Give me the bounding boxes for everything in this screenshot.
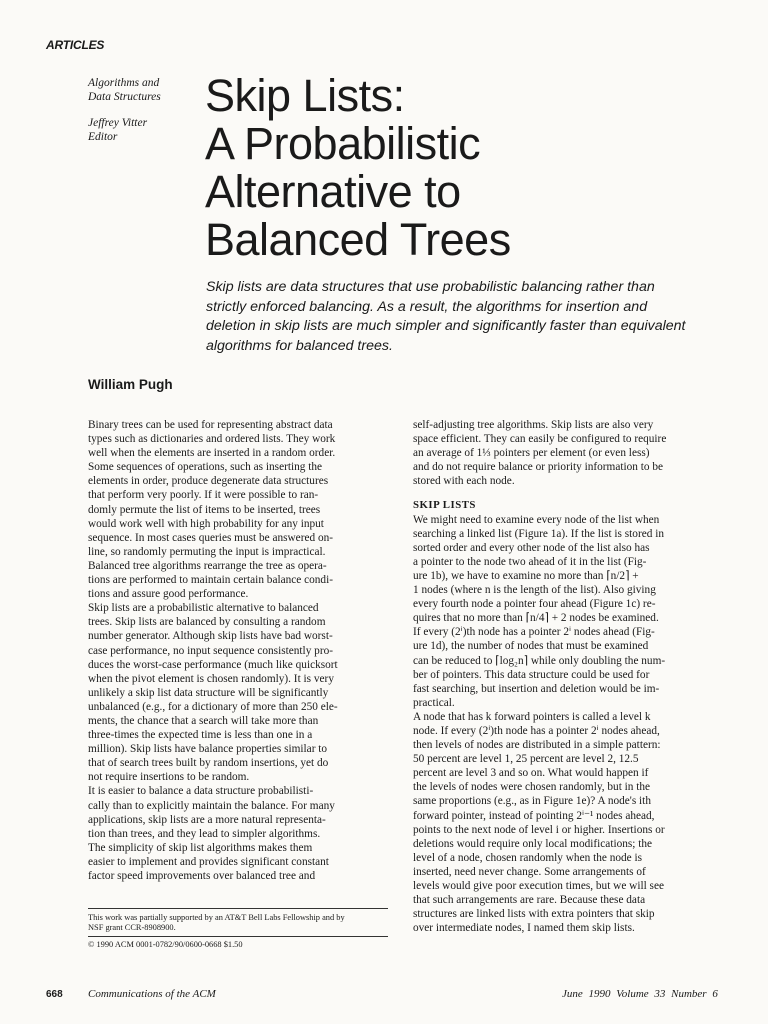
text-line: domly permute the list of items to be inserted, trees [88, 503, 321, 516]
text-line: can be reduced to ⌈log₂n⌉ while only doubling the num- [413, 654, 666, 667]
text-line: inserted, need never change. Some arrangements of [413, 865, 646, 878]
journal-name: Communications of the ACM [88, 988, 216, 1000]
footnote-line: NSF grant CCR-8908900. [88, 923, 176, 932]
text-line: tions and assure good performance. [88, 588, 249, 601]
department-name: Algorithms and [88, 77, 160, 89]
right-column [413, 418, 719, 935]
text-line: A node that has k forward pointers is called a level k [413, 710, 651, 723]
text-line: elements in order, produce degenerate data structures [88, 475, 329, 488]
text-line: tion than trees, and they lead to simpler algorithms. [88, 827, 321, 840]
editor-name: Jeffrey Vitter [88, 117, 148, 129]
department-box [88, 76, 198, 144]
text-line: cally than to explicitly maintain the balance. For many [88, 799, 335, 812]
footnote-rule [88, 936, 388, 937]
text-line: an average of 1⅓ pointers per element (or even less) [413, 447, 650, 460]
text-line: case performance, no input sequence consistently pro- [88, 644, 333, 657]
text-line: ure 1b), we have to examine no more than ⌈n/2⌉ + [413, 569, 639, 582]
text-line: number generator. Although skip lists have bad worst- [88, 630, 333, 643]
text-line: sorted order and every other node of the list also has [413, 541, 650, 554]
text-line: then levels of nodes are distributed in a simple pattern: [413, 739, 661, 752]
text-line: unbalanced (e.g., for a dictionary of more than 250 ele- [88, 700, 338, 713]
text-line: that perform very poorly. If it were possible to ran- [88, 489, 319, 502]
department-name-2: Data Structures [88, 91, 161, 103]
abstract [206, 278, 726, 356]
text-line: a pointer to the node two ahead of it in the list (Fig- [413, 555, 647, 568]
footnote-line: This work was partially supported by an AT&T Bell Labs Fellowship and by [88, 913, 345, 922]
text-line: self-adjusting tree algorithms. Skip lists are also very [413, 419, 654, 431]
footnote [88, 908, 388, 950]
text-line: same proportions (e.g., as in Figure 1e)? A node's ith [413, 795, 651, 808]
text-line: 1 nodes (where n is the length of the list). Also giving [413, 584, 656, 597]
text-line: applications, skip lists are a more natural representa- [88, 813, 326, 826]
text-line: If every (2ⁱ)th node has a pointer 2ⁱ nodes ahead (Fig- [413, 626, 655, 639]
text-line: that of search trees built by random insertions, yet do [88, 757, 329, 770]
text-line: practical. [413, 696, 455, 709]
text-line: forward pointer, instead of pointing 2ⁱ⁻¹ nodes ahead, [413, 809, 655, 822]
text-line: unlikely a skip list data structure will be significantly [88, 686, 329, 699]
abstract-line: strictly enforced balancing. As a result, the algorithms for insertion and [206, 298, 648, 315]
copyright-line: © 1990 ACM 0001-0782/90/0600-0668 $1.50 [88, 940, 243, 949]
text-line: types such as dictionaries and ordered lists. They work [88, 433, 336, 446]
text-line: trees. Skip lists are balanced by consulting a random [88, 616, 326, 629]
section-heading: SKIP LISTS [413, 499, 476, 512]
left-column [88, 418, 390, 883]
article-title [205, 72, 725, 264]
text-line: quires that no more than ⌈n/4⌉ + 2 nodes be examined. [413, 612, 659, 625]
author-name: William Pugh [88, 377, 173, 392]
text-line: level of a node, chosen randomly when the node is [413, 851, 643, 864]
text-line: 50 percent are level 1, 25 percent are level 2, 12.5 [413, 753, 639, 766]
abstract-line: deletion in skip lists are much simpler and significantly faster than equivalent [206, 318, 686, 334]
title-line-2: A Probabilistic [205, 118, 481, 169]
text-line: ments, the chance that a search will take more than [88, 714, 319, 727]
title-line-4: Balanced Trees [205, 214, 511, 265]
text-line: ure 1d), the number of nodes that must be examined [413, 640, 649, 653]
text-line: easier to implement and provides significant constant [88, 855, 329, 868]
text-line: It is easier to balance a data structure probabilisti- [88, 785, 314, 798]
text-line: Some sequences of operations, such as inserting the [88, 461, 323, 474]
text-line: Balanced tree algorithms rearrange the tree as opera- [88, 559, 327, 572]
title-line-1: Skip Lists: [205, 70, 405, 121]
abstract-line: Skip lists are data structures that use probabilistic balancing rather than [206, 279, 655, 295]
text-line: space efficient. They can easily be configured to require [413, 433, 667, 446]
text-line: over intermediate nodes, I named them skip lists. [413, 922, 635, 935]
page-number: 668 [46, 989, 63, 1000]
text-line: million). Skip lists have balance properties similar to [88, 743, 328, 756]
text-line: points to the next node of level i or higher. Insertions or [413, 823, 665, 836]
text-line: the levels of nodes were chosen randomly, but in the [413, 781, 651, 794]
text-line: levels would give poor execution times, but we will see [413, 880, 664, 892]
text-line: Skip lists are a probabilistic alternative to balanced [88, 602, 319, 615]
text-line: searching a linked list (Figure 1a). If the list is stored in [413, 527, 664, 540]
footnote-rule [88, 908, 388, 909]
text-line: would work well with high probability for any input [88, 517, 324, 530]
text-line: that such arrangements are rare. Because these data [413, 894, 646, 907]
text-line: stored with each node. [413, 475, 515, 488]
text-line: and do not require balance or priority information to be [413, 461, 664, 474]
text-line: fast searching, but insertion and deletion would be im- [413, 682, 660, 695]
title-line-3: Alternative to [205, 166, 461, 217]
text-line: The simplicity of skip list algorithms makes them [88, 841, 313, 854]
text-line: duces the worst-case performance (much like quicksort [88, 658, 338, 671]
text-line: percent are level 3 and so on. What would happen if [413, 767, 649, 780]
abstract-line: algorithms for balanced trees. [206, 337, 393, 354]
text-line: tions are performed to maintain certain balance condi- [88, 574, 333, 587]
text-line: three-times the expected time is less than one in a [88, 729, 313, 742]
text-line: ber of pointers. This data structure could be used for [413, 668, 650, 681]
section-label: ARTICLES [46, 38, 105, 52]
text-line: deletions would require only local modifications; the [413, 837, 653, 850]
text-line: sequence. In most cases queries must be answered on- [88, 531, 334, 544]
text-line: when the pivot element is chosen randomly). It is very [88, 672, 334, 685]
text-line: node. If every (2ⁱ)th node has a pointer 2ⁱ nodes ahead, [413, 724, 660, 737]
issue-info: June 1990 Volume 33 Number 6 [562, 988, 718, 1000]
text-line: not require insertions to be random. [88, 771, 250, 784]
text-line: factor speed improvements over balanced tree and [88, 870, 316, 882]
text-line: structures are linked lists with extra pointers that skip [413, 908, 655, 921]
text-line: line, so randomly permuting the input is impractical. [88, 545, 326, 558]
text-line: every fourth node a pointer four ahead (Figure 1c) re- [413, 598, 656, 611]
text-line: We might need to examine every node of the list when [413, 513, 660, 526]
text-line: well when the elements are inserted in a random order. [88, 447, 336, 460]
editor-role: Editor [88, 131, 118, 143]
text-line: Binary trees can be used for representing abstract data [88, 419, 333, 431]
